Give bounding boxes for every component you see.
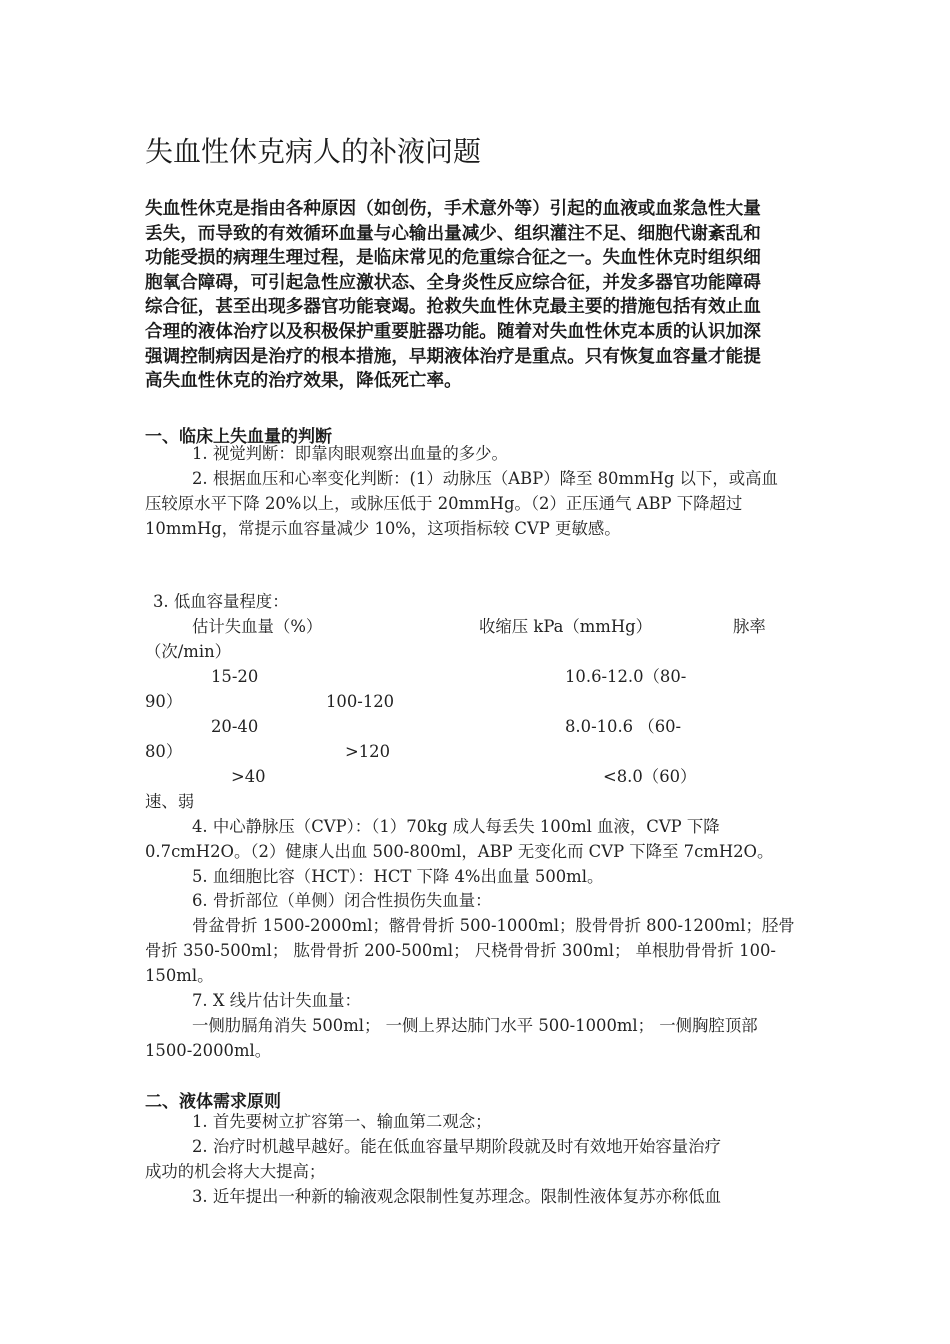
table-header-pulse-unit: （次/min）	[145, 642, 232, 661]
table-cell-systolic: 8.0-10.6 （60-	[565, 717, 682, 736]
intro-line: 综合征，甚至出现多器官功能衰竭。抢救失血性休克最主要的措施包括有效止血	[145, 297, 761, 318]
item-visual-judgement: 1. 视觉判断：即靠肉眼观察出血量的多少。	[192, 444, 508, 463]
table-cell-systolic: 10.6-12.0（80-	[565, 667, 687, 686]
item-cvp-line1: 4. 中心静脉压（CVP）：（1）70kg 成人每丢失 100ml 血液，CVP 下降	[192, 817, 720, 836]
table-cell-blood-loss: 15-20	[211, 667, 259, 686]
table-cell-systolic-wrap: 90）	[145, 692, 183, 711]
table-cell-systolic-wrap: 80）	[145, 742, 183, 761]
table-header-systolic: 收缩压 kPa（mmHg）	[479, 617, 653, 636]
intro-paragraph	[145, 197, 809, 394]
table-header-pulse: 脉率	[733, 617, 766, 636]
item-fracture-line3: 150ml。	[145, 966, 214, 985]
item-bp-hr-line1: 2. 根据血压和心率变化判断：(1）动脉压（ABP）降至 80mmHg 以下，或高血	[192, 469, 778, 488]
item-fracture-line2: 骨折 350-500ml； 肱骨骨折 200-500ml； 尺桡骨骨折 300ml； 单根肋骨骨折 100-	[145, 941, 776, 960]
table-cell-pulse: 100-120	[326, 692, 395, 711]
table-cell-pulse: >120	[345, 742, 391, 761]
item-fracture-line1: 骨盆骨折 1500-2000ml；髂骨骨折 500-1000ml；股骨骨折 800-1200ml；胫骨	[192, 916, 795, 935]
document-title: 失血性休克病人的补液问题	[145, 135, 482, 168]
item-expansion-first: 1. 首先要树立扩容第一、输血第二观念；	[192, 1112, 492, 1131]
item-hypovolemia-degree: 3. 低血容量程度：	[153, 592, 289, 611]
intro-line: 失血性休克是指由各种原因（如创伤，手术意外等）引起的血液或血浆急性大量	[145, 199, 761, 219]
section-heading-fluid-principles: 二、液体需求原则	[145, 1092, 281, 1112]
intro-line: 强调控制病因是治疗的根本措施，早期液体治疗是重点。只有恢复血容量才能提	[145, 346, 761, 367]
item-cvp-line2: 0.7cmH2O。（2）健康人出血 500-800ml，ABP 无变化而 CVP 下降至 7cmH2O。	[145, 842, 774, 861]
item-xray-heading: 7. X 线片估计失血量：	[192, 991, 361, 1010]
table-cell-blood-loss: 20-40	[211, 717, 259, 736]
intro-line: 丢失，而导致的有效循环血量与心输出量减少、组织灌注不足、细胞代谢紊乱和	[145, 223, 761, 244]
table-cell-blood-loss: >40	[231, 767, 266, 786]
section-heading-blood-loss: 一、临床上失血量的判断	[145, 427, 332, 447]
intro-line: 胞氧合障碍，可引起急性应激状态、全身炎性反应综合征，并发多器官功能障碍	[145, 272, 761, 293]
intro-line: 高失血性休克的治疗效果，降低死亡率。	[145, 371, 462, 392]
intro-line: 功能受损的病理生理过程，是临床常见的危重综合征之一。失血性休克时组织细	[145, 248, 761, 269]
table-header-blood-loss: 估计失血量（%）	[192, 617, 323, 636]
item-xray-line2: 1500-2000ml。	[145, 1041, 272, 1060]
item-fracture-heading: 6. 骨折部位（单侧）闭合性损伤失血量：	[192, 891, 492, 910]
table-cell-pulse: 速、弱	[145, 792, 195, 811]
item-hct: 5. 血细胞比容（HCT）：HCT 下降 4%出血量 500ml。	[192, 867, 604, 886]
item-bp-hr-line2: 压较原水平下降 20%以上，或脉压低于 20mmHg。（2）正压通气 ABP 下降超过	[145, 494, 743, 513]
table-cell-systolic: <8.0（60）	[603, 767, 697, 786]
intro-line: 合理的液体治疗以及积极保护重要脏器功能。随着对失血性休克本质的认识加深	[145, 321, 761, 342]
item-restrictive-resuscitation: 3. 近年提出一种新的输液观念限制性复苏理念。限制性液体复苏亦称低血	[192, 1187, 721, 1206]
item-bp-hr-line3: 10mmHg，常提示血容量减少 10%，这项指标较 CVP 更敏感。	[145, 519, 621, 538]
item-timing-line1: 2. 治疗时机越早越好。能在低血容量早期阶段就及时有效地开始容量治疗	[192, 1137, 721, 1156]
item-timing-line2: 成功的机会将大大提高；	[145, 1162, 326, 1181]
item-xray-line1: 一侧肋膈角消失 500ml； 一侧上界达肺门水平 500-1000ml； 一侧胸腔顶部	[192, 1016, 758, 1035]
